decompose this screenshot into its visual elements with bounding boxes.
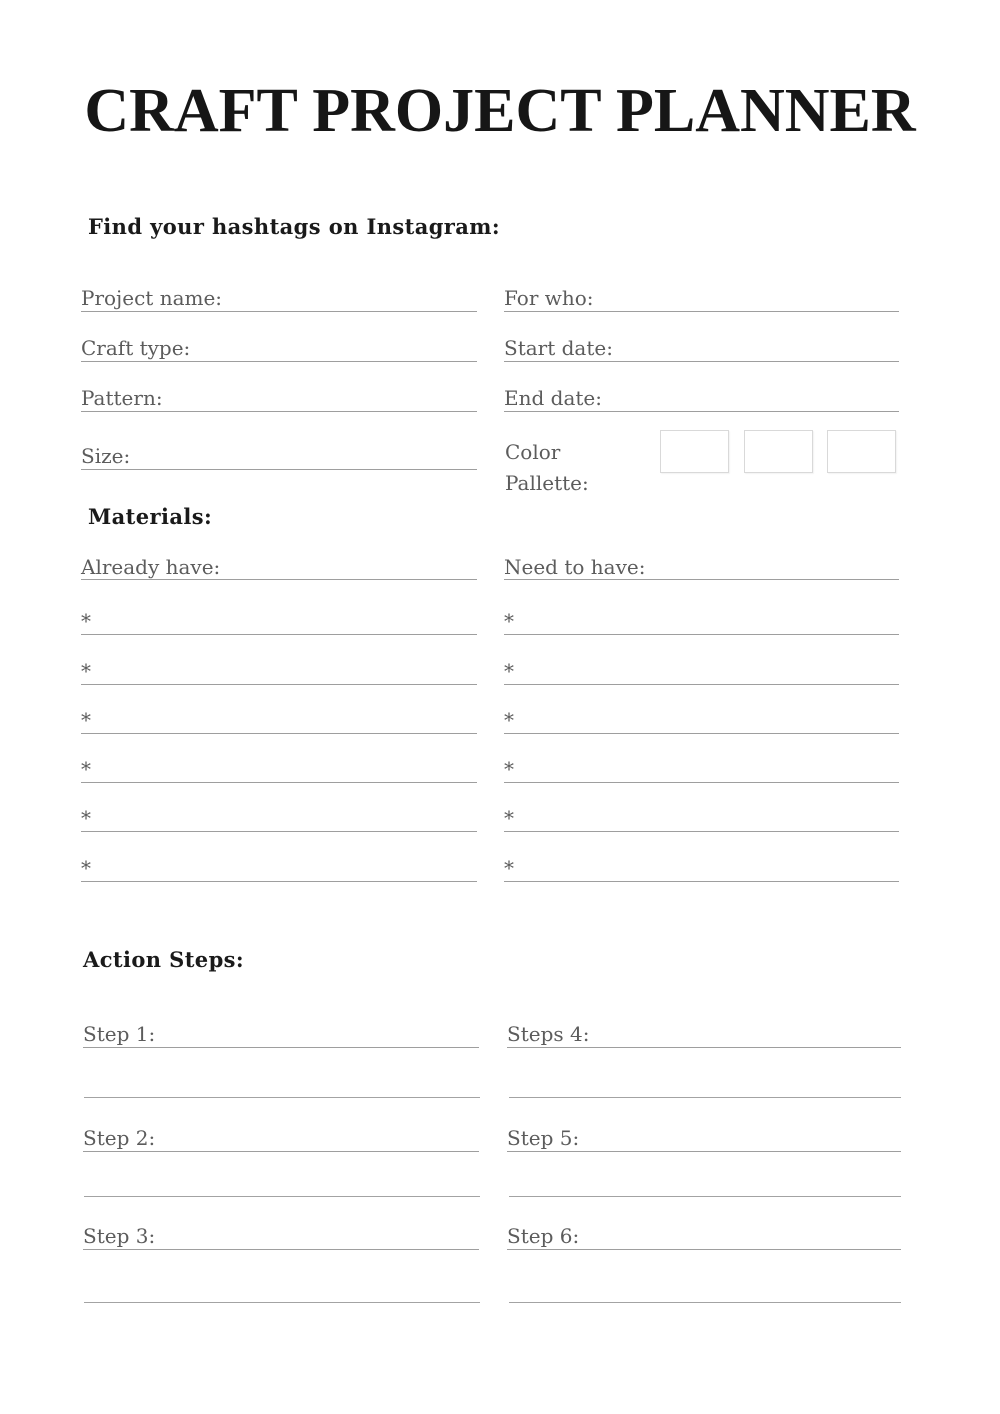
- field-label: Step 6:: [507, 1224, 580, 1248]
- material-row-already-3[interactable]: [81, 700, 477, 734]
- step-5-continuation-line[interactable]: [509, 1196, 901, 1197]
- step-1-continuation-line[interactable]: [84, 1097, 480, 1098]
- field-label: Step 5:: [507, 1126, 580, 1150]
- field-step-2[interactable]: [83, 1118, 479, 1152]
- field-step-1[interactable]: [83, 1014, 479, 1048]
- materials-column-need-to-have[interactable]: [504, 552, 899, 580]
- field-project-name[interactable]: [81, 278, 477, 312]
- field-step-6[interactable]: [507, 1216, 901, 1250]
- field-size[interactable]: [81, 436, 477, 470]
- field-label: Craft type:: [81, 336, 191, 360]
- page-title: CRAFT PROJECT PLANNER: [84, 77, 916, 145]
- field-label: Pattern:: [81, 386, 163, 410]
- asterisk-bullet: *: [81, 806, 91, 830]
- column-header-label: Already have:: [81, 555, 221, 579]
- field-label: For who:: [504, 286, 594, 310]
- asterisk-bullet: *: [81, 609, 91, 633]
- field-label: End date:: [504, 386, 602, 410]
- field-craft-type[interactable]: [81, 328, 477, 362]
- material-row-need-6[interactable]: [504, 848, 899, 882]
- asterisk-bullet: *: [504, 856, 514, 880]
- step-4-continuation-line[interactable]: [509, 1097, 901, 1098]
- material-row-need-1[interactable]: [504, 601, 899, 635]
- field-label: Project name:: [81, 286, 223, 310]
- action-steps-heading: Action Steps:: [83, 947, 245, 972]
- field-label: Steps 4:: [507, 1022, 590, 1046]
- field-start-date[interactable]: [504, 328, 899, 362]
- field-label: Start date:: [504, 336, 613, 360]
- asterisk-bullet: *: [504, 757, 514, 781]
- asterisk-bullet: *: [81, 757, 91, 781]
- field-step-3[interactable]: [83, 1216, 479, 1250]
- material-row-already-4[interactable]: [81, 749, 477, 783]
- material-row-need-3[interactable]: [504, 700, 899, 734]
- materials-column-already-have[interactable]: [81, 552, 477, 580]
- material-row-need-2[interactable]: [504, 651, 899, 685]
- color-swatch-2[interactable]: [744, 430, 813, 473]
- step-3-continuation-line[interactable]: [84, 1302, 480, 1303]
- material-row-already-5[interactable]: [81, 798, 477, 832]
- color-palette-label-line1: Color: [505, 440, 561, 464]
- field-end-date[interactable]: [504, 378, 899, 412]
- asterisk-bullet: *: [81, 708, 91, 732]
- hashtags-heading: Find your hashtags on Instagram:: [88, 214, 501, 239]
- asterisk-bullet: *: [504, 659, 514, 683]
- material-row-already-1[interactable]: [81, 601, 477, 635]
- asterisk-bullet: *: [504, 609, 514, 633]
- color-palette-label: [505, 437, 589, 499]
- material-row-already-2[interactable]: [81, 651, 477, 685]
- step-2-continuation-line[interactable]: [84, 1196, 480, 1197]
- field-step-5[interactable]: [507, 1118, 901, 1152]
- asterisk-bullet: *: [81, 856, 91, 880]
- material-row-need-5[interactable]: [504, 798, 899, 832]
- material-row-already-6[interactable]: [81, 848, 477, 882]
- field-for-who[interactable]: [504, 278, 899, 312]
- color-swatch-1[interactable]: [660, 430, 729, 473]
- asterisk-bullet: *: [504, 708, 514, 732]
- field-step-4[interactable]: [507, 1014, 901, 1048]
- field-label: Size:: [81, 444, 131, 468]
- color-swatch-3[interactable]: [827, 430, 896, 473]
- step-6-continuation-line[interactable]: [509, 1302, 901, 1303]
- column-header-label: Need to have:: [504, 555, 646, 579]
- field-pattern[interactable]: [81, 378, 477, 412]
- asterisk-bullet: *: [504, 806, 514, 830]
- field-label: Step 3:: [83, 1224, 156, 1248]
- color-palette-label-line2: Pallette:: [505, 471, 589, 495]
- asterisk-bullet: *: [81, 659, 91, 683]
- field-label: Step 1:: [83, 1022, 156, 1046]
- material-row-need-4[interactable]: [504, 749, 899, 783]
- materials-heading: Materials:: [88, 504, 213, 529]
- field-label: Step 2:: [83, 1126, 156, 1150]
